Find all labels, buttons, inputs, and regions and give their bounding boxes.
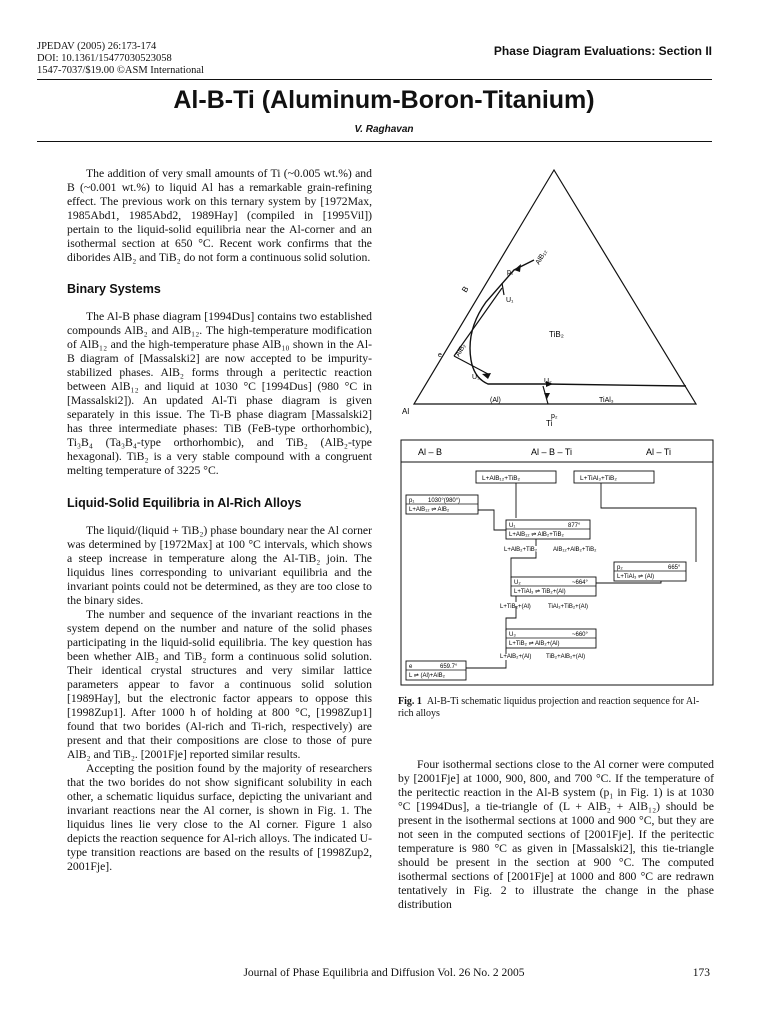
heading-binary-systems: Binary Systems [67, 282, 161, 296]
arrow-marker [514, 264, 521, 272]
e-temp: 659.7° [440, 664, 458, 670]
doi: DOI: 10.1361/15477030523058 [37, 53, 172, 64]
right-column [398, 758, 714, 912]
label-p1: p₁ [507, 269, 514, 276]
journal-header [37, 41, 204, 77]
figure-caption [398, 696, 714, 720]
u2-label: U₂ [514, 580, 521, 586]
label-al-phase: (Al) [490, 397, 501, 404]
label-tib2: TiB₂ [549, 330, 564, 339]
col-al-ti: Al – Ti [646, 447, 672, 457]
article-title: Al-B-Ti (Aluminum-Boron-Titanium) [173, 86, 595, 114]
col-al-b-ti: Al – B – Ti [531, 447, 573, 457]
bottom-right: TiB₂+AlB₂+(Al) [546, 654, 586, 660]
u2-temp: ~664° [572, 580, 588, 586]
text-l-alb12-tib2: L+AlB₁₂+TiB₂ [482, 475, 521, 482]
u1-label: U₁ [509, 523, 516, 529]
caption-label: Fig. 1 [398, 696, 422, 707]
page-number: 173 [692, 967, 710, 979]
u2-reaction: L+TiAl₃ ⇌ TiB₂+(Al) [514, 589, 566, 595]
p1-label: p₁ [409, 498, 415, 504]
title-rule [37, 141, 712, 142]
label-al: Al [402, 407, 410, 416]
mid2-right: TiAl₃+TiB₂+(Al) [548, 604, 588, 610]
author-name: V. Raghavan [354, 124, 414, 135]
liquid-paragraph-3: Accepting the position found by the majority of researchers that the two borides do not show significant solubility in each other, a schematic liquidus surface, depicting the univariant and invariant reactions near the Al corner, is shown in Fig. 1. The liquidus lines lie very close to the Al corner. Figure 1 also depicts the reaction sequence for Al-rich alloys. The indicated U-type transition reactions are based on the results of [1998Zup2, 2001Fje]. [67, 762, 372, 873]
journal-footer: Journal of Phase Equilibria and Diffusion Vol. 26 No. 2 2005 [243, 967, 525, 979]
u1-reaction: L+AlB₁₂ ⇌ AlB₂+TiB₂ [509, 532, 564, 538]
section-label: Phase Diagram Evaluations: Section II [493, 44, 712, 58]
header-rule [37, 79, 712, 80]
binary-paragraph: The Al-B phase diagram [1994Dus] contains two established compounds AlB₂ and AlB₁₂. The high-temperature modification of AlB₁₂ and the high-temperature phase AlB₁₀ shown in the Al-B diagram of [Massalski2] are now accepted to be impurity-stabilized phases. AlB₂ forms through a peritectic reaction between AlB₁₂ and liquid at 1030 °C [1994Dus] (980 °C in [Massalski2]). An updated Al-Ti phase diagram is given separately in this issue. The Ti-B phase diagram [Massalski2] has three intermediate phases: TiB (FeB-type orthorhombic), Ti₃B₄ (Ta₃B₄-type orthorhombic), and TiB₂ (AlB₂-type hexagonal). TiB₂ is a very stable compound with a congruent melting temperature of 3225 °C. [67, 310, 372, 477]
mid2-left: L+TiB₂+(Al) [500, 604, 531, 610]
label-u2: U₂ [544, 378, 552, 385]
liquidus-curve [470, 260, 686, 386]
label-ti: Ti [546, 419, 553, 428]
u3-reaction: L+TiB₂ ⇌ AlB₂+(Al) [509, 641, 560, 647]
heading-liquid-solid: Liquid-Solid Equilibria in Al-Rich Alloys [67, 496, 302, 510]
p1-temp: 1030°(980°) [428, 498, 461, 504]
label-tial3: TiAl₃ [599, 397, 614, 404]
e-label: e [409, 664, 413, 670]
liquid-paragraph-1: The liquid/(liquid + TiB₂) phase boundary near the Al corner was determined by [1972Max] at 100 °C intervals, which shows a steep increase in temperature along the Al-TiB₂ join. The liquidus lines corresponding to univariant equilibria and the invariant points could not be determined, as they are too close to the binary sides. [67, 524, 372, 607]
label-alb12: AlB₁₂ [534, 248, 549, 266]
bottom-left: L+AlB₂+(Al) [500, 654, 532, 660]
u3-label: U₃ [509, 632, 516, 638]
label-p2: p₂ [551, 413, 558, 420]
label-e: e [438, 352, 442, 359]
p1-reaction: L+AlB₁₂ ⇌ AlB₂ [409, 507, 450, 513]
composition-triangle [414, 170, 696, 404]
right-paragraph: Four isothermal sections close to the Al corner were computed by [2001Fje] at 1000, 900, 800, and 700 °C. If the temperature of the peritectic reaction in the Al-B system (p₁ in Fig. 1) is at 1030 °C [1994Dus], a tie-triangle of (L + AlB₂ + AlB₁₂) should be present in the isothermal sections at 1000 and 900 °C, but they are not seen in the computed sections of [2001Fje]. If the peritectic temperature is 980 °C as given in [Massalski2], this tie-triangle should be present in the section at 900 °C. The computed isothermal sections of [2001Fje] at 1000 and 800 °C are redrawn tentatively in Fig. 2 to illustrate the change in the phase distribution [398, 758, 714, 911]
p2-label: p₂ [617, 565, 623, 571]
p2-temp: 665° [668, 565, 681, 571]
text-l-tial3-tib2: L+TiAl₃+TiB₂ [580, 475, 617, 482]
u3-temp: ~660° [572, 632, 588, 638]
caption-text: Al-B-Ti schematic liquidus projection and reaction sequence for Al-rich alloys [398, 696, 700, 719]
left-column [67, 167, 372, 874]
arrow-marker [544, 393, 550, 399]
arrow-marker [482, 373, 491, 379]
issn-copyright: 1547-7037/$19.00 ©ASM International [37, 65, 204, 76]
liquid-paragraph-2: The number and sequence of the invariant reactions in the system depend on the number and nature of the solid phases participating in the liquid-solid equilibria. The key question has been whether AlB₂ and TiB₂ form a continuous solid solution. Their identical crystal structures and very similar lattice parameters appear to favor a continuous solid solution [1989Hay], but the electronic factor appears to oppose this [1998Zup1]. After 1000 h of holding at 800 °C, [1998Zup1] found that two borides (Al-rich and Ti-rich, respectively) are present and that their compositions are close to those of pure AlB₂ and TiB₂. [2001Fje] reported similar results. [67, 608, 372, 761]
mid1-right: AlB₁₂+AlB₂+TiB₂ [553, 547, 597, 553]
liquidus-projection-figure [396, 160, 716, 432]
intro-paragraph: The addition of very small amounts of Ti (~0.005 wt.%) and B (~0.001 wt.%) to liquid Al has a remarkable grain-refining effect. The previous work on this ternary system by [1972Max, 1985Abd1, 1985Abd2, 1989Hay] (compiled in [1995Vil]) pertain to the liquid-solid equilibria near the Al-corner and an isothermal section at 650 °C. Recent work confirms that the diborides AlB₂ and TiB₂ do not form a continuous solid solution. [67, 167, 372, 264]
label-alb2: AlB₂ [454, 342, 468, 358]
u1-temp: 877° [568, 523, 581, 529]
label-u3: U₃ [472, 374, 480, 381]
label-u1: U₁ [506, 297, 514, 304]
journal-ref: JPEDAV (2005) 26:173-174 [37, 41, 157, 52]
u1-line [502, 283, 504, 295]
col-al-b: Al – B [418, 447, 443, 457]
label-b: B [460, 284, 471, 295]
p2-reaction: L+TiAl₃ ⇌ (Al) [617, 574, 655, 580]
e-reaction: L ⇌ (Al)+AlB₂ [409, 673, 445, 679]
reaction-scheme-figure [396, 438, 718, 688]
mid1-left: L+AlB₂+TiB₂ [504, 547, 538, 553]
